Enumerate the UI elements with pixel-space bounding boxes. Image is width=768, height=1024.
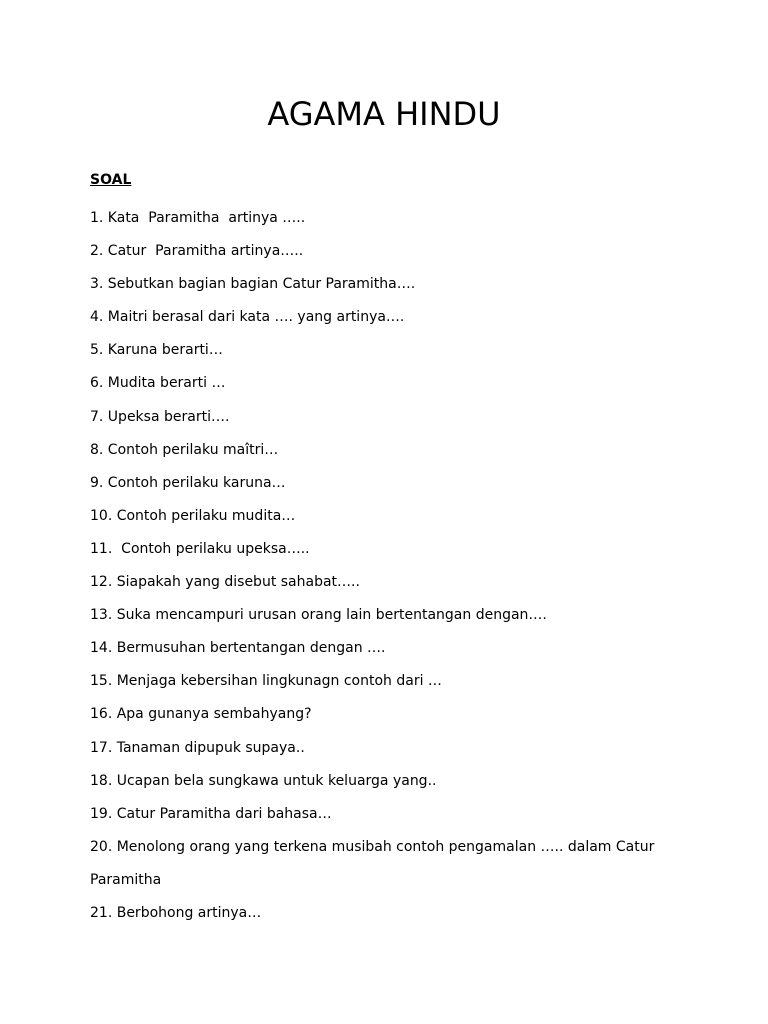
question-item: 13. Suka mencampuri urusan orang lain bertentangan dengan…. (90, 607, 547, 624)
question-item: 7. Upeksa berarti…. (90, 408, 230, 425)
question-item: 3. Sebutkan bagian bagian Catur Paramitha…. (90, 276, 416, 293)
question-item: 12. Siapakah yang disebut sahabat….. (90, 574, 360, 591)
question-item: 18. Ucapan bela sungkawa untuk keluarga yang.. (90, 772, 437, 789)
question-item: 10. Contoh perilaku mudita… (90, 507, 296, 524)
page-title: AGAMA HINDU (267, 95, 501, 133)
question-item: 6. Mudita berarti … (90, 375, 226, 392)
question-item: 1. Kata Paramitha artinya ….. (90, 210, 306, 226)
section-label: SOAL (90, 172, 132, 188)
question-list (90, 202, 690, 930)
question-item: 14. Bermusuhan bertentangan dengan …. (90, 640, 386, 657)
question-item: 19. Catur Paramitha dari bahasa… (90, 805, 332, 822)
question-item: 5. Karuna berarti… (90, 342, 223, 359)
question-item: 9. Contoh perilaku karuna… (90, 474, 286, 491)
question-item: 15. Menjaga kebersihan lingkunagn contoh dari … (90, 673, 442, 690)
question-item: 8. Contoh perilaku maîtri… (90, 441, 279, 458)
question-item: 20. Menolong orang yang terkena musibah contoh pengamalan ….. dalam Catur Paramitha (90, 838, 659, 888)
question-item: 21. Berbohong artinya… (90, 904, 262, 921)
question-item: 2. Catur Paramitha artinya….. (90, 243, 304, 260)
question-item: 4. Maitri berasal dari kata …. yang artinya…. (90, 309, 405, 326)
question-item: 16. Apa gunanya sembahyang? (90, 706, 312, 723)
question-item: 17. Tanaman dipupuk supaya.. (90, 739, 305, 756)
question-item: 11. Contoh perilaku upeksa….. (90, 540, 310, 557)
